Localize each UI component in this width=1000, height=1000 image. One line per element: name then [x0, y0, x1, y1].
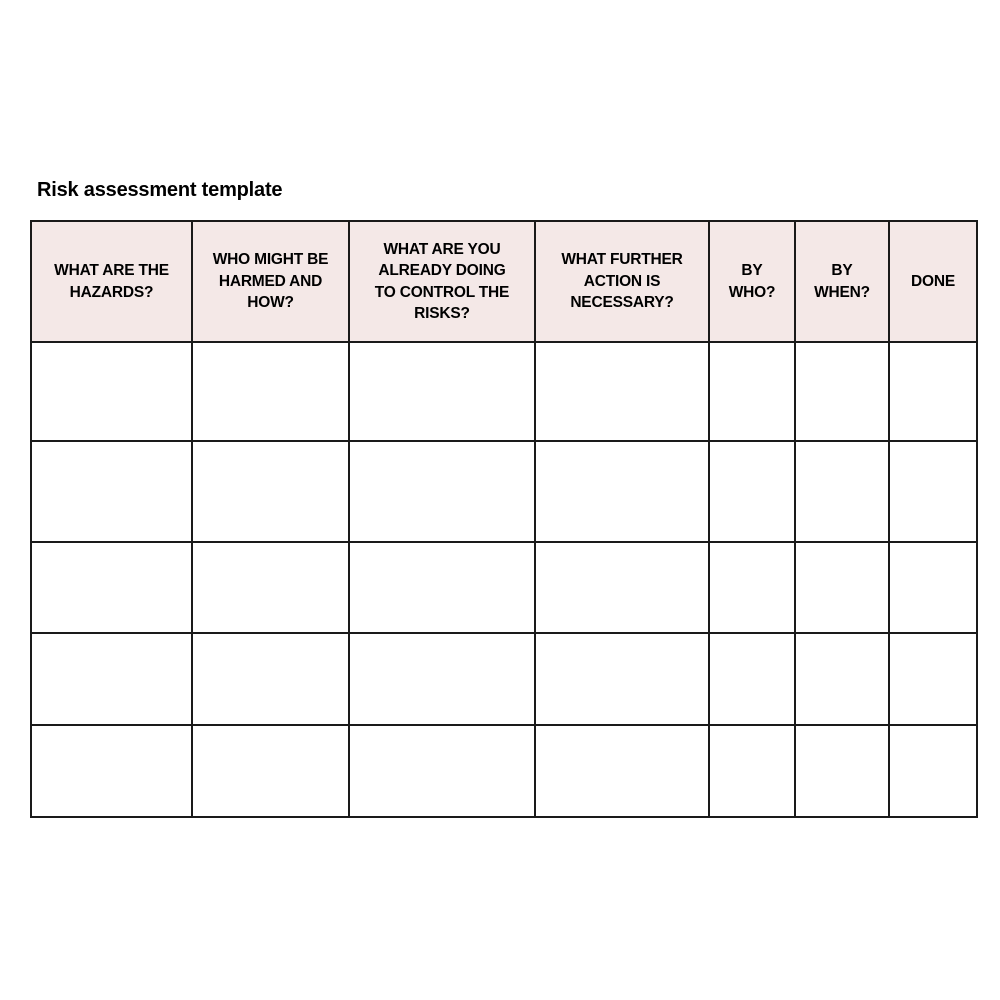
- table-cell[interactable]: [889, 725, 977, 817]
- header-line: WHAT ARE YOU: [383, 240, 501, 258]
- table-cell[interactable]: [31, 725, 192, 817]
- table-cell[interactable]: [349, 542, 535, 633]
- table-cell[interactable]: [795, 633, 889, 725]
- table-cell[interactable]: [349, 633, 535, 725]
- table-cell[interactable]: [889, 633, 977, 725]
- column-header-hazards: [31, 221, 192, 342]
- table-cell[interactable]: [889, 441, 977, 542]
- table-cell[interactable]: [535, 441, 709, 542]
- header-line: NECESSARY?: [570, 294, 674, 312]
- table-row: [31, 441, 977, 542]
- table-cell[interactable]: [709, 342, 795, 441]
- table-cell[interactable]: [709, 633, 795, 725]
- table-cell[interactable]: [535, 725, 709, 817]
- header-line: ACTION IS: [583, 272, 661, 290]
- header-line: ALREADY DOING: [378, 262, 506, 279]
- table-cell[interactable]: [31, 441, 192, 542]
- table-cell[interactable]: [889, 542, 977, 633]
- table-row: [31, 633, 977, 725]
- table-cell[interactable]: [709, 542, 795, 633]
- header-line: RISKS?: [414, 305, 470, 322]
- table-row: [31, 725, 977, 817]
- table-cell[interactable]: [535, 542, 709, 633]
- table-cell[interactable]: [795, 342, 889, 441]
- table-cell[interactable]: [192, 633, 349, 725]
- header-line: HAZARDS?: [69, 283, 154, 301]
- column-header-who-harmed: [192, 221, 349, 342]
- column-header-by-when: [795, 221, 889, 342]
- table-row: [31, 542, 977, 633]
- table-cell[interactable]: [192, 441, 349, 542]
- table-row: [31, 342, 977, 441]
- column-header-existing-controls: [349, 221, 535, 342]
- column-header-done: [889, 221, 977, 342]
- column-header-by-who: [709, 221, 795, 342]
- table-cell[interactable]: [192, 542, 349, 633]
- table-cell[interactable]: [31, 633, 192, 725]
- page-title: Risk assessment template: [37, 179, 283, 201]
- table-cell[interactable]: [31, 342, 192, 441]
- header-line: WHO MIGHT BE: [212, 251, 329, 269]
- table-cell[interactable]: [795, 441, 889, 542]
- header-row: [31, 221, 977, 342]
- risk-assessment-table: [30, 220, 978, 818]
- table-cell[interactable]: [192, 342, 349, 441]
- table-cell[interactable]: [795, 542, 889, 633]
- table-cell[interactable]: [889, 342, 977, 441]
- header-line: HARMED AND: [218, 272, 323, 290]
- table-cell[interactable]: [192, 725, 349, 817]
- header-line: WHAT FURTHER: [561, 251, 683, 269]
- table-cell[interactable]: [349, 441, 535, 542]
- header-line: BY: [831, 262, 853, 279]
- table-cell[interactable]: [709, 441, 795, 542]
- table-cell[interactable]: [31, 542, 192, 633]
- table-cell[interactable]: [709, 725, 795, 817]
- header-line: HOW?: [247, 294, 294, 312]
- table-cell[interactable]: [349, 342, 535, 441]
- header-line: WHO?: [728, 283, 776, 301]
- table-cell[interactable]: [535, 633, 709, 725]
- header-line: DONE: [911, 272, 955, 290]
- table-cell[interactable]: [349, 725, 535, 817]
- column-header-further-action: [535, 221, 709, 342]
- table-cell[interactable]: [535, 342, 709, 441]
- header-line: WHAT ARE THE: [54, 262, 169, 279]
- header-line: WHEN?: [814, 283, 870, 301]
- header-line: TO CONTROL THE: [374, 283, 510, 301]
- header-line: BY: [741, 262, 763, 279]
- table-cell[interactable]: [795, 725, 889, 817]
